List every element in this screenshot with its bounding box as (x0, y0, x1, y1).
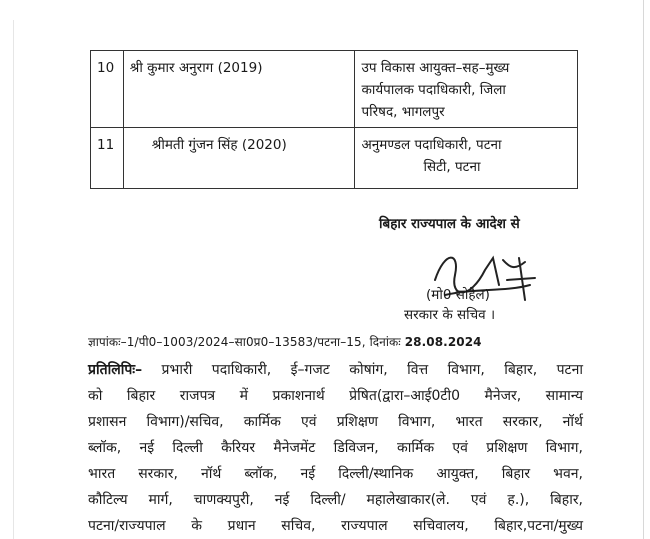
copy-to-label: प्रतिलिपिः– (88, 362, 143, 378)
memo-date: 28.08.2024 (404, 335, 482, 349)
signatory-name: (मो0 सोहैल) (426, 287, 490, 303)
table-row (91, 128, 578, 189)
serial-number: 11 (91, 128, 124, 189)
officer-name: श्री कुमार अनुराग (2019) (123, 51, 355, 128)
page-border-left (13, 20, 14, 539)
posting-line: अनुमण्डल पदाधिकारी, पटना (361, 137, 502, 153)
posting-line: कार्यपालक पदाधिकारी, जिला (361, 82, 506, 98)
table-row (91, 51, 578, 128)
copy-line: को बिहार राजपत्र में प्रकाशनार्थ प्रेषित(द्वारा–आई0टी0 मैनेजर, सामान्य (88, 388, 583, 404)
posting-line: सिटी, पटना (423, 159, 481, 175)
copy-line: प्रशासन विभाग)/सचिव, कार्मिक एवं प्रशिक्षण विभाग, भारत सरकार, नॉर्थ (88, 414, 583, 430)
signatory-designation: सरकार के सचिव । (404, 307, 496, 323)
copy-line: भारत सरकार, नॉर्थ ब्लॉक, नई दिल्ली/स्थानिक आयुक्त, बिहार भवन, (88, 466, 583, 482)
posting-cell (355, 51, 578, 128)
memo-prefix: ज्ञापांकः–1/पी0–1003/2024–सा0प्र0–13583/पटना–15, दिनांकः (88, 335, 401, 349)
copy-line-text: प्रभारी पदाधिकारी, ई–गजट कोषांग, वित्त विभाग, बिहार, पटना (161, 362, 583, 378)
posting-line: परिषद, भागलपुर (361, 104, 445, 120)
copy-line (88, 357, 583, 383)
order-line: बिहार राज्यपाल के आदेश से (379, 216, 520, 232)
copy-to-paragraph (88, 357, 583, 539)
copy-line: ब्लॉक, नई दिल्ली कैरियर मैनेजमेंट डिविजन, कार्मिक एवं प्रशिक्षण विभाग, (88, 440, 583, 456)
memo-number (88, 333, 482, 350)
serial-number: 10 (91, 51, 124, 128)
officers-table (90, 50, 578, 189)
copy-line: कौटिल्य मार्ग, चाणक्यपुरी, नई दिल्ली/ महालेखाकार(ले. एवं ह.), बिहार, (88, 492, 583, 508)
officer-name: श्रीमती गुंजन सिंह (2020) (123, 128, 355, 189)
posting-cell (355, 128, 578, 189)
posting-line: उप विकास आयुक्त–सह–मुख्य (361, 60, 510, 76)
copy-line: पटना/राज्यपाल के प्रधान सचिव, राज्यपाल सचिवालय, बिहार,पटना/मुख्य (88, 518, 583, 534)
page-border-right (643, 0, 644, 539)
